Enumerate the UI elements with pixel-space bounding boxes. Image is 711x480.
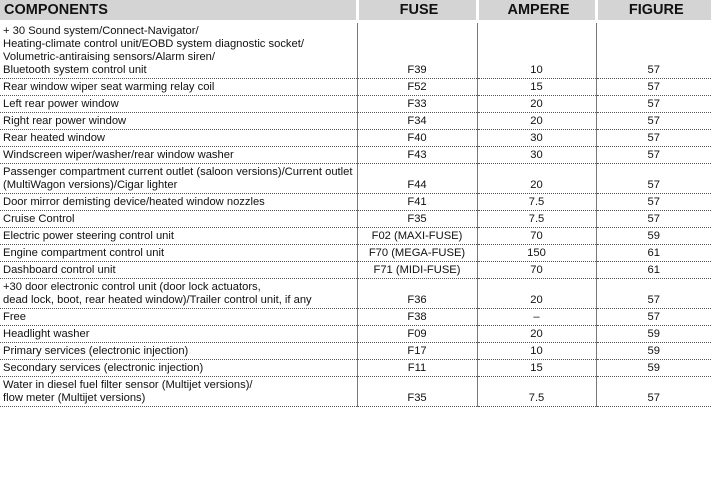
component-cell: Electric power steering control unit — [0, 228, 357, 245]
component-cell: +30 door electronic control unit (door lock actuators, dead lock, boot, rear heated window)/Trailer control unit, if any — [0, 279, 357, 309]
figure-cell: 59 — [596, 326, 711, 343]
ampere-cell: – — [477, 309, 596, 326]
header-ampere: AMPERE — [477, 0, 596, 22]
ampere-cell: 30 — [477, 147, 596, 164]
header-fuse: FUSE — [357, 0, 477, 22]
ampere-cell: 20 — [477, 279, 596, 309]
figure-cell: 57 — [596, 22, 711, 79]
figure-cell: 59 — [596, 360, 711, 377]
table-row — [0, 22, 711, 79]
table-row — [0, 164, 711, 194]
fuse-cell: F40 — [357, 130, 477, 147]
component-cell: Engine compartment control unit — [0, 245, 357, 262]
fuse-cell: F02 (MAXI-FUSE) — [357, 228, 477, 245]
fuse-cell: F38 — [357, 309, 477, 326]
fuse-cell: F44 — [357, 164, 477, 194]
table-body — [0, 22, 711, 407]
ampere-cell: 30 — [477, 130, 596, 147]
fuse-cell: F70 (MEGA-FUSE) — [357, 245, 477, 262]
figure-cell: 57 — [596, 309, 711, 326]
figure-cell: 57 — [596, 164, 711, 194]
ampere-cell: 20 — [477, 164, 596, 194]
fuse-cell: F43 — [357, 147, 477, 164]
ampere-cell: 15 — [477, 79, 596, 96]
ampere-cell: 20 — [477, 96, 596, 113]
fuse-cell: F11 — [357, 360, 477, 377]
component-cell: Primary services (electronic injection) — [0, 343, 357, 360]
ampere-cell: 7.5 — [477, 194, 596, 211]
header-row — [0, 0, 711, 22]
component-cell: Right rear power window — [0, 113, 357, 130]
table-row — [0, 113, 711, 130]
figure-cell: 57 — [596, 113, 711, 130]
figure-cell: 57 — [596, 194, 711, 211]
fuse-cell: F09 — [357, 326, 477, 343]
table-row — [0, 309, 711, 326]
component-cell: Water in diesel fuel filter sensor (Multijet versions)/ flow meter (Multijet versions) — [0, 377, 357, 407]
figure-cell: 59 — [596, 343, 711, 360]
fuse-cell: F34 — [357, 113, 477, 130]
fuse-cell: F52 — [357, 79, 477, 96]
ampere-cell: 10 — [477, 343, 596, 360]
figure-cell: 57 — [596, 279, 711, 309]
table-row — [0, 360, 711, 377]
component-cell: Windscreen wiper/washer/rear window washer — [0, 147, 357, 164]
component-cell: Left rear power window — [0, 96, 357, 113]
ampere-cell: 20 — [477, 326, 596, 343]
table-row — [0, 130, 711, 147]
component-cell: Secondary services (electronic injection) — [0, 360, 357, 377]
component-cell: Free — [0, 309, 357, 326]
component-cell: + 30 Sound system/Connect-Navigator/ Heating-climate control unit/EOBD system diagnostic socket/ Volumetric-antiraising sensors/Alarm siren/ Bluetooth system control unit — [0, 22, 357, 79]
figure-cell: 57 — [596, 147, 711, 164]
ampere-cell: 150 — [477, 245, 596, 262]
component-cell: Rear window wiper seat warming relay coil — [0, 79, 357, 96]
ampere-cell: 10 — [477, 22, 596, 79]
table-row — [0, 211, 711, 228]
ampere-cell: 15 — [477, 360, 596, 377]
table-row — [0, 228, 711, 245]
figure-cell: 57 — [596, 377, 711, 407]
table-row — [0, 79, 711, 96]
component-cell: Door mirror demisting device/heated window nozzles — [0, 194, 357, 211]
fuse-cell: F17 — [357, 343, 477, 360]
fuse-cell: F33 — [357, 96, 477, 113]
table-row — [0, 194, 711, 211]
fuse-cell: F39 — [357, 22, 477, 79]
component-cell: Headlight washer — [0, 326, 357, 343]
table-row — [0, 343, 711, 360]
fuse-cell: F35 — [357, 377, 477, 407]
fuse-cell: F36 — [357, 279, 477, 309]
component-cell: Cruise Control — [0, 211, 357, 228]
table-row — [0, 147, 711, 164]
fuse-cell: F35 — [357, 211, 477, 228]
ampere-cell: 20 — [477, 113, 596, 130]
ampere-cell: 7.5 — [477, 377, 596, 407]
header-components: COMPONENTS — [0, 0, 357, 22]
figure-cell: 57 — [596, 211, 711, 228]
figure-cell: 57 — [596, 130, 711, 147]
fuse-cell: F71 (MIDI-FUSE) — [357, 262, 477, 279]
figure-cell: 57 — [596, 96, 711, 113]
table-row — [0, 279, 711, 309]
table-row — [0, 326, 711, 343]
figure-cell: 61 — [596, 262, 711, 279]
fuse-cell: F41 — [357, 194, 477, 211]
figure-cell: 59 — [596, 228, 711, 245]
header-figure: FIGURE — [596, 0, 711, 22]
component-cell: Rear heated window — [0, 130, 357, 147]
component-cell: Passenger compartment current outlet (saloon versions)/Current outlet (MultiWagon versions)/Cigar lighter — [0, 164, 357, 194]
figure-cell: 61 — [596, 245, 711, 262]
table-row — [0, 377, 711, 407]
ampere-cell: 70 — [477, 228, 596, 245]
ampere-cell: 70 — [477, 262, 596, 279]
table-row — [0, 245, 711, 262]
ampere-cell: 7.5 — [477, 211, 596, 228]
component-cell: Dashboard control unit — [0, 262, 357, 279]
figure-cell: 57 — [596, 79, 711, 96]
table-row — [0, 262, 711, 279]
table-row — [0, 96, 711, 113]
